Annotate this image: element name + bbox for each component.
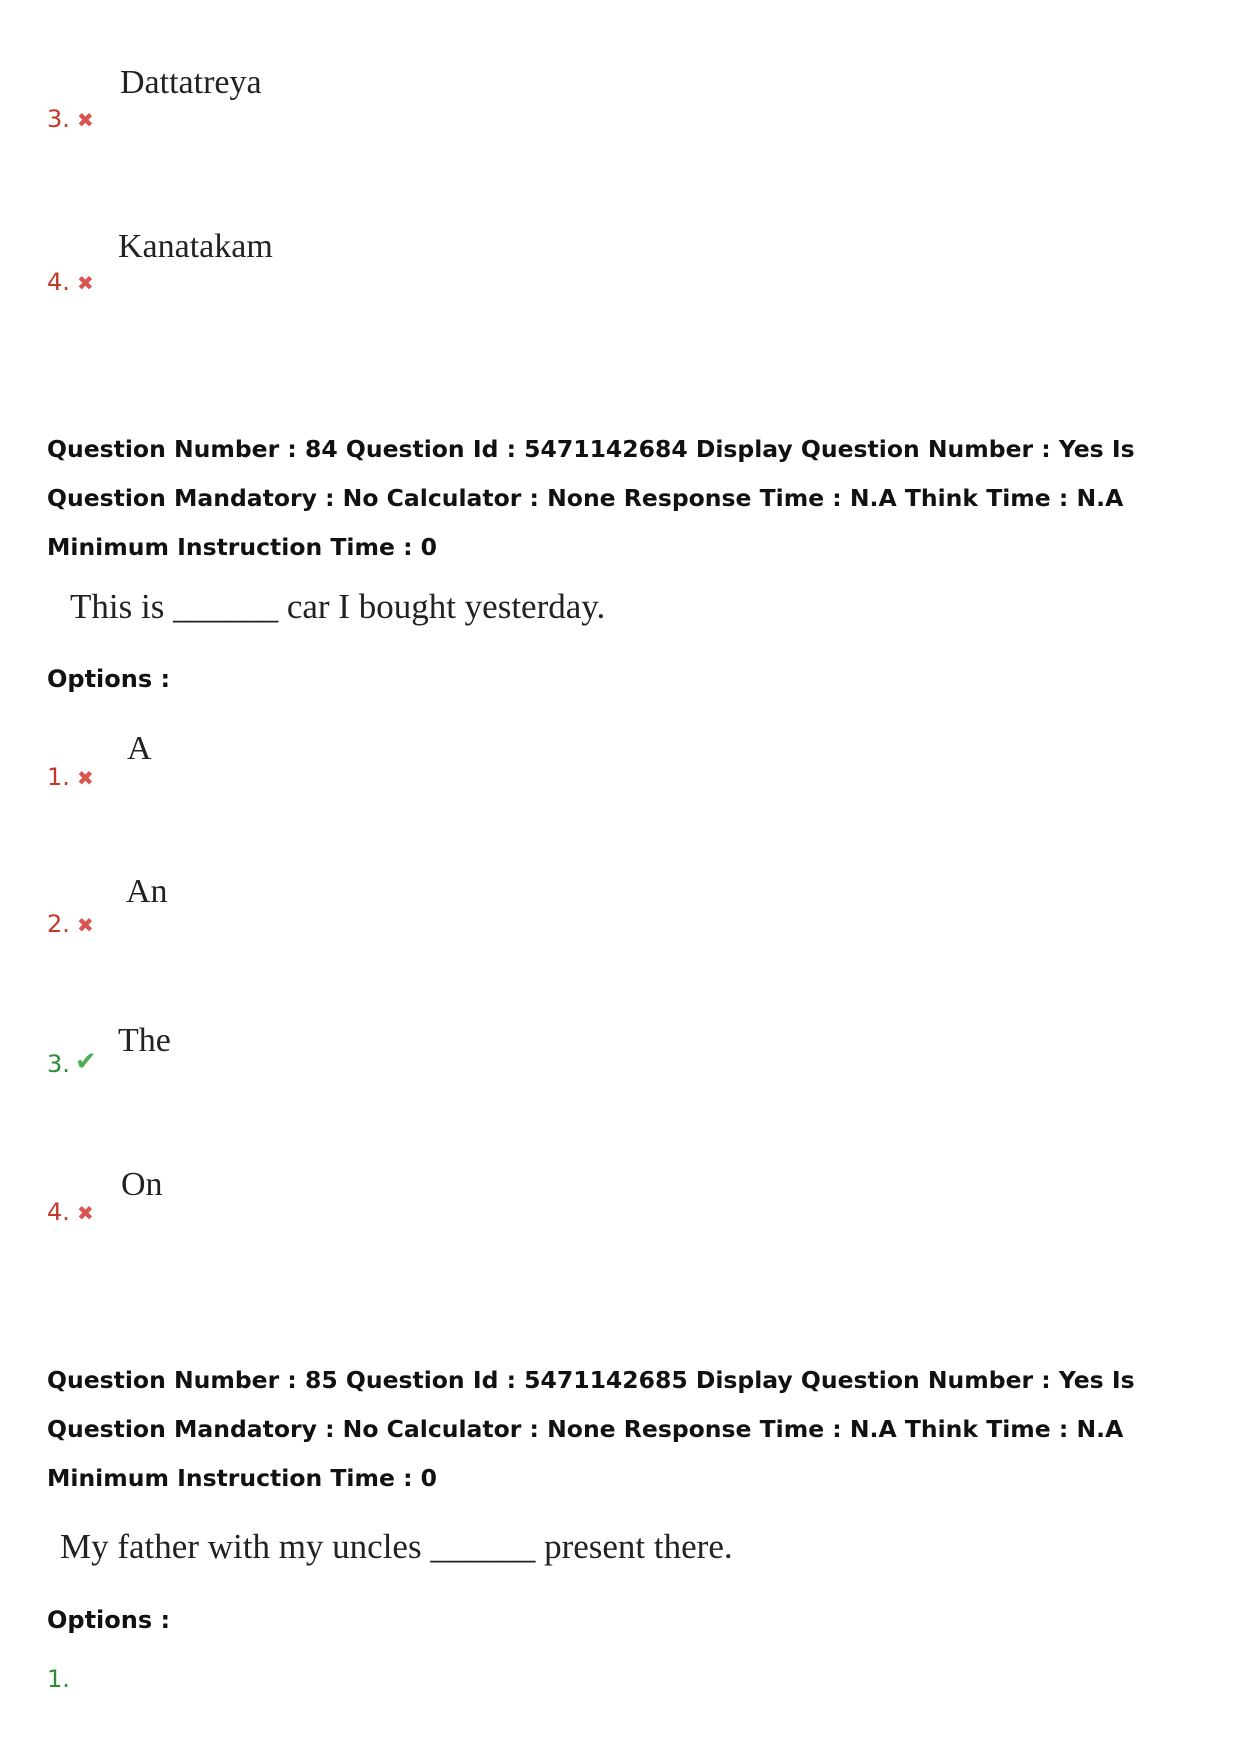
option-text: An xyxy=(126,873,168,910)
question-meta: Question Number : 85 Question Id : 5471142685 Display Question Number : Yes Is Question Mandatory : No Calculator : None Response Time : N.A Think Time : N.A Minimum Instruction Time : 0 xyxy=(47,1366,1135,1492)
option-text: On xyxy=(121,1166,163,1203)
option-text: A xyxy=(127,730,152,767)
cross-icon: ✖ xyxy=(77,913,94,937)
check-icon: ✔ xyxy=(75,1047,97,1077)
option-number: 1. xyxy=(47,763,70,791)
cross-icon: ✖ xyxy=(77,271,94,295)
option-number: 3. xyxy=(47,1050,70,1078)
question-meta: Question Number : 84 Question Id : 5471142684 Display Question Number : Yes Is Question Mandatory : No Calculator : None Response Time : N.A Think Time : N.A Minimum Instruction Time : 0 xyxy=(47,435,1135,561)
cross-icon: ✖ xyxy=(77,1201,94,1225)
options-label: Options : xyxy=(47,665,171,693)
option-text: The xyxy=(118,1022,171,1059)
option-text: Dattatreya xyxy=(120,64,262,101)
question-text: My father with my uncles ______ present there. xyxy=(60,1527,733,1566)
cross-icon: ✖ xyxy=(77,108,94,132)
options-label: Options : xyxy=(47,1606,171,1634)
option-text: Kanatakam xyxy=(118,228,273,265)
cross-icon: ✖ xyxy=(77,766,94,790)
option-number: 4. xyxy=(47,268,70,296)
option-number: 3. xyxy=(47,105,70,133)
option-number: 1. xyxy=(47,1665,70,1693)
question-text: This is ______ car I bought yesterday. xyxy=(70,587,606,626)
option-number: 2. xyxy=(47,910,70,938)
option-number: 4. xyxy=(47,1198,70,1226)
